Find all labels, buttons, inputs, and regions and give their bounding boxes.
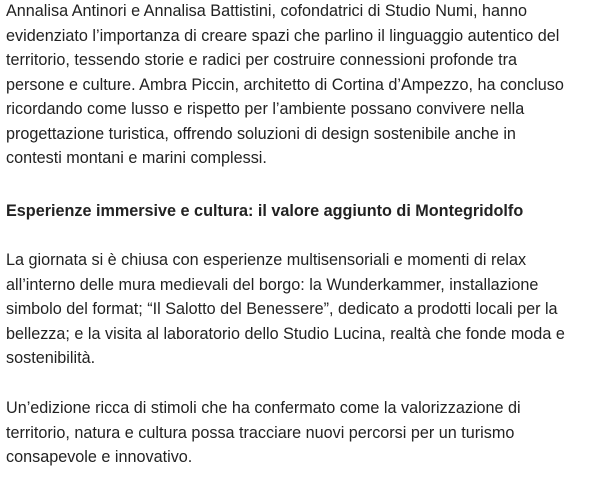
section-heading-text: Esperienze immersive e cultura: il valore aggiunto di Montegridolfo xyxy=(6,202,524,220)
paragraph-line: sostenibilità. xyxy=(6,349,96,367)
paragraph-line: territorio, tessendo storie e radici per costruire connessioni profonde tra xyxy=(6,51,518,69)
paragraph-line: ricordando come lusso e rispetto per l’ambiente possano convivere nella xyxy=(6,100,525,118)
section-heading xyxy=(6,199,604,224)
paragraph-line: Annalisa Antinori e Annalisa Battistini, cofondatrici di Studio Numi, hanno xyxy=(6,2,528,20)
paragraph-line: La giornata si è chiusa con esperienze multisensoriali e momenti di relax xyxy=(6,251,527,269)
paragraph-line: bellezza; e la visita al laboratorio dello Studio Lucina, realtà che fonde moda e xyxy=(6,324,565,343)
paragraph-line: all’interno delle mura medievali del borgo: la Wunderkammer, installazione xyxy=(6,275,539,294)
article-paragraph xyxy=(6,0,604,171)
article-paragraph xyxy=(6,248,604,371)
paragraph-line: Un’edizione ricca di stimoli che ha confermato come la valorizzazione di xyxy=(6,399,521,417)
paragraph-line: contesti montani e marini complessi. xyxy=(6,149,267,167)
paragraph-line: evidenziato l’importanza di creare spazi che parlino il linguaggio autentico del xyxy=(6,26,560,45)
paragraph-line: simbolo del format; “Il Salotto del Benessere”, dedicato a prodotti locali per la xyxy=(6,300,558,318)
paragraph-line: consapevole e innovativo. xyxy=(6,448,193,466)
paragraph-line: territorio, natura e cultura possa tracciare nuovi percorsi per un turismo xyxy=(6,423,515,442)
paragraph-line: persone e culture. Ambra Piccin, architetto di Cortina d’Ampezzo, ha concluso xyxy=(6,75,564,94)
paragraph-line: progettazione turistica, offrendo soluzioni di design sostenibile anche in xyxy=(6,124,516,143)
article-paragraph xyxy=(6,396,604,470)
